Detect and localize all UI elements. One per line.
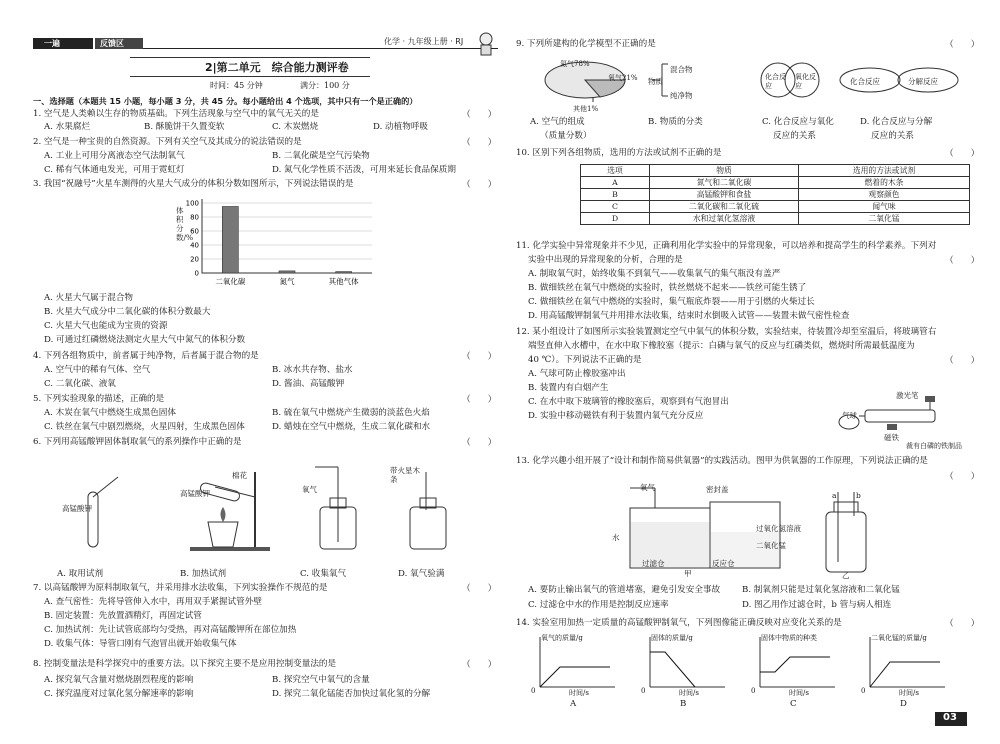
- table-cell: 观察颜色: [799, 189, 970, 201]
- q9-option-d-note: 反应的关系: [871, 131, 914, 141]
- x-tick-label: 氮气: [279, 277, 295, 286]
- q12-label-laser: 激光笔: [896, 391, 919, 400]
- y-tick-label: 40: [190, 241, 199, 250]
- q5-option-c[interactable]: C. 铁丝在氧气中剧烈燃烧，火星四射，生成黑色固体: [44, 422, 245, 432]
- q2-answer-blank[interactable]: （ ）: [462, 138, 497, 148]
- q6-option-c[interactable]: C. 收集氧气: [300, 569, 347, 579]
- table-row: [581, 201, 970, 213]
- q13-label-a: a: [832, 491, 837, 500]
- q8-stem: 8. 控制变量法是科学探究中的重要方法。以下探究主要不是应用控制变量法的是: [33, 659, 337, 669]
- page-number: 03: [943, 712, 957, 723]
- table-cell: 氮气和二氧化碳: [650, 177, 799, 189]
- q14-option-d[interactable]: D: [900, 699, 907, 709]
- q12-option-a[interactable]: A. 气球可防止橡胶塞冲出: [528, 369, 626, 379]
- y-tick-label: 100: [185, 199, 199, 208]
- q8-option-c[interactable]: C. 探究温度对过氧化氢分解速率的影响: [44, 689, 194, 699]
- q12-label-phosphorus: 裁有白磷的铁制品: [906, 442, 962, 450]
- q4-answer-blank[interactable]: （ ）: [462, 352, 497, 362]
- q14-graph-c-origin: 0: [751, 687, 756, 695]
- q9-pie-other: 其他1%: [573, 105, 599, 113]
- table-cell: C: [581, 201, 650, 213]
- q13-label-h2o2: 过氧化氢溶液: [756, 524, 801, 533]
- q4-option-d[interactable]: D. 酱油、高锰酸钾: [272, 379, 345, 389]
- x-tick-label: 其他气体: [328, 277, 359, 286]
- page-title: 2|第二单元 综合能力测评卷: [205, 61, 349, 74]
- q9-model-substance: 物质: [648, 77, 663, 86]
- q13-label-yi: 乙: [842, 571, 850, 580]
- mascot-icon: [474, 30, 498, 58]
- table-header-option: 选项: [581, 165, 650, 177]
- y-tick-label: 20: [190, 255, 199, 264]
- q7-option-c[interactable]: C. 加热试剂：先让试管底部均匀受热，再对高锰酸钾所在部位加热: [44, 625, 297, 635]
- table-cell: 闻气味: [799, 201, 970, 213]
- graph-c: [760, 637, 835, 687]
- q9-pie-o2: 氧气21%: [608, 74, 638, 82]
- graph-a-curve: [540, 667, 610, 687]
- q2-option-a[interactable]: A. 工业上可用分离液态空气法制氧气: [44, 151, 185, 161]
- q14-graph-a-ylabel: 氧气的质量/g: [541, 634, 583, 642]
- table-header-substance: 物质: [650, 165, 799, 177]
- q3-option-c[interactable]: C. 火星大气也能成为宝贵的资源: [44, 321, 168, 331]
- q14-graph-c-ylabel: 固体中物质的种类: [761, 634, 817, 642]
- q11-option-a[interactable]: A. 制取氧气时，始终收集不到氧气——收集氧气的集气瓶没有盖严: [528, 269, 781, 279]
- q9-pie-n2: 氮气78%: [560, 60, 590, 68]
- table-cell: 二氧化锰: [799, 213, 970, 225]
- table-row: [581, 177, 970, 189]
- q12-stem-line3: 40 ℃）。下列说法不正确的是: [528, 355, 642, 365]
- q7-option-d[interactable]: D. 收集气体：导管口刚有气泡冒出就开始收集气体: [44, 639, 237, 649]
- q13-option-a[interactable]: A. 要防止输出氧气的管道堵塞，避免引发安全事故: [528, 585, 721, 595]
- q13-label-jia: 甲: [684, 569, 692, 578]
- q2-stem: 2. 空气是一种宝贵的自然资源。下列有关空气及其成分的说法错误的是: [33, 137, 302, 147]
- q14-graph-a-xlabel: 时间/s: [569, 689, 589, 697]
- q11-stem-line2: 实验中出现的异常现象的分析，合理的是: [528, 255, 683, 265]
- q8-option-a[interactable]: A. 探究氧气含量对燃烧剧烈程度的影响: [44, 675, 194, 685]
- q3-option-d[interactable]: D. 可通过红磷燃烧法测定火星大气中氮气的体积分数: [44, 335, 246, 345]
- q6-label-cotton: 棉花: [232, 471, 247, 480]
- q9-model-oxidation: 氧化反应: [795, 73, 816, 90]
- q4-stem: 4. 下列各组物质中，前者属于纯净物，后者属于混合物的是: [33, 351, 259, 361]
- q5-option-d[interactable]: D. 蜡烛在空气中燃烧，生成二氧化碳和水: [272, 422, 431, 432]
- q1-answer-blank[interactable]: （ ）: [462, 110, 497, 120]
- x-tick-label: 二氧化碳: [215, 277, 246, 286]
- q13-option-d[interactable]: D. 图乙用作过滤仓时，b 管与病人相连: [742, 600, 892, 610]
- q8-option-b[interactable]: B. 探究空气中氧气的含量: [272, 675, 370, 685]
- q1-option-c[interactable]: C. 木炭燃烧: [272, 122, 319, 132]
- q5-option-b[interactable]: B. 硫在氧气中燃烧产生微弱的淡蓝色火焰: [272, 408, 430, 418]
- q14-stem: 14. 实验室用加热一定质量的高锰酸钾制氧气，下列图像能正确反映对应变化关系的是: [516, 618, 842, 628]
- laser-pen-icon: [925, 396, 935, 402]
- table-cell: B: [581, 189, 650, 201]
- q12-option-c[interactable]: C. 在水中取下玻璃管的橡胶塞后，观察到有气泡冒出: [528, 397, 729, 407]
- q1-stem: 1. 空气是人类赖以生存的物质基础。下列生活现象与空气中的氧气无关的是: [33, 109, 319, 119]
- q14-option-a[interactable]: A: [570, 699, 577, 709]
- graph-d-curve: [870, 662, 940, 687]
- q4-option-c[interactable]: C. 二氧化碳、液氧: [44, 379, 116, 389]
- q12-stem-line1: 12. 某小组设计了如图所示实验装置测定空气中氧气的体积分数，实验结束，待装置冷却至室温后，将玻璃管右: [516, 327, 937, 337]
- q11-answer-blank[interactable]: （ ）: [945, 256, 980, 266]
- q3-stem: 3. 我国“祝融号”火星车测得的火星大气成分的体积分数如图所示，下列说法错误的是: [33, 179, 354, 189]
- q6-option-d[interactable]: D. 氧气验满: [398, 569, 445, 579]
- q14-graph-d-origin: 0: [861, 687, 866, 695]
- table-cell: 水和过氧化氢溶液: [650, 213, 799, 225]
- q9-answer-blank[interactable]: （ ）: [945, 40, 980, 50]
- brand-label: 一遍: [44, 39, 60, 48]
- heating-setup-icon: [190, 472, 270, 551]
- q14-option-c[interactable]: C: [790, 699, 797, 709]
- q14-answer-blank[interactable]: （ ）: [945, 619, 980, 629]
- q14-graph-d-xlabel: 时间/s: [899, 689, 919, 697]
- q9-model-combination2: 化合反应: [850, 77, 880, 86]
- q9-model-decomposition: 分解反应: [908, 77, 938, 86]
- q7-option-b[interactable]: B. 固定装置：先放置酒精灯，再固定试管: [44, 611, 202, 621]
- q5-answer-blank[interactable]: （ ）: [462, 395, 497, 405]
- q7-option-a[interactable]: A. 查气密性：先将导管伸入水中，再用双手紧握试管外壁: [44, 597, 262, 607]
- section-label: 反馈区: [100, 39, 124, 48]
- course-label: 化学 · 九年级上册 · RJ: [384, 37, 464, 46]
- q1-option-b[interactable]: B. 酥脆饼干久置变软: [144, 122, 225, 132]
- q13-option-b[interactable]: B. 制氧剂只能是过氧化氢溶液和二氧化锰: [742, 585, 900, 595]
- q6-stem: 6. 下列用高锰酸钾固体制取氧气的系列操作中正确的是: [33, 437, 242, 447]
- q5-option-a[interactable]: A. 木炭在氧气中燃烧生成黑色固体: [44, 408, 176, 418]
- table-cell: 高锰酸钾和食盐: [650, 189, 799, 201]
- q14-graph-d-ylabel: 二氧化锰的质量/g: [871, 634, 927, 642]
- q12-option-b[interactable]: B. 装置内有白烟产生: [528, 383, 609, 393]
- q14-graph-b-xlabel: 时间/s: [679, 689, 699, 697]
- q10-stem: 10. 区别下列各组物质，选用的方法或试剂不正确的是: [516, 148, 722, 158]
- q8-answer-blank[interactable]: （ ）: [462, 660, 497, 670]
- q9-stem: 9. 下列所建构的化学模型不正确的是: [516, 39, 656, 49]
- q14-graph-c-xlabel: 时间/s: [789, 689, 809, 697]
- q9-model-combination: 化合反应: [765, 73, 786, 90]
- graph-b-curve: [650, 652, 695, 687]
- y-tick-label: 80: [190, 213, 199, 222]
- score-label: 满分：100 分: [300, 81, 350, 90]
- y-tick-label: 0: [194, 269, 199, 278]
- q14-graph-a-origin: 0: [531, 687, 536, 695]
- section-heading: 一、选择题（本题共 15 小题，每小题 3 分，共 45 分。每小题给出 4 个选项，其中只有一个是正确的）: [33, 96, 418, 106]
- q12-label-magnet: 磁铁: [884, 433, 899, 442]
- q9-option-c[interactable]: C. 化合反应与氧化: [762, 117, 834, 127]
- q12-stem-line2: 端竖直伸入水槽中，在水中取下橡胶塞（提示：白磷与氧气的反应与红磷类似，燃烧时所需最低温度为: [528, 341, 915, 351]
- q9-option-b[interactable]: B. 物质的分类: [648, 117, 703, 127]
- header-rule: [143, 48, 498, 49]
- q4-option-a[interactable]: A. 空气中的稀有气体、空气: [44, 365, 151, 375]
- magnet-icon: [887, 424, 897, 430]
- q6-answer-blank[interactable]: （ ）: [462, 438, 497, 448]
- bar-3: [336, 272, 352, 273]
- q1-option-a[interactable]: A. 水果腐烂: [44, 122, 91, 132]
- gas-bottle-icon: [315, 467, 356, 549]
- q6-label-splint: 带火星木条: [390, 466, 420, 484]
- q11-option-d[interactable]: D. 用高锰酸钾制氧气并用排水法收集，结束时水倒吸入试管——装置未做气密性检查: [528, 311, 850, 321]
- q7-answer-blank[interactable]: （ ）: [462, 584, 497, 594]
- table-cell: A: [581, 177, 650, 189]
- test-tube-icon: [88, 477, 118, 547]
- q12-label-balloon: 气球: [842, 411, 857, 420]
- q6-label-o2: 氧气: [302, 485, 317, 494]
- q2-option-c[interactable]: C. 稀有气体通电发光，可用于霓虹灯: [44, 165, 185, 175]
- q11-option-c[interactable]: C. 做细铁丝在氧气中燃烧的实验时，集气瓶底炸裂——用于引燃的火柴过长: [528, 297, 815, 307]
- q13-label-b: b: [856, 491, 861, 500]
- q4-option-b[interactable]: B. 冰水共存物、盐水: [272, 365, 353, 375]
- q3-ylabel: 体积分数/%: [176, 206, 194, 242]
- q13-label-o2: 氧气: [640, 483, 655, 492]
- q6-label-kmno4b: 高锰酸钾: [180, 489, 210, 498]
- q13-label-water: 水: [612, 533, 620, 542]
- brand-tab: [33, 38, 93, 49]
- q14-graph-b-origin: 0: [641, 687, 646, 695]
- q13-label-mno2: 二氧化锰: [756, 541, 786, 550]
- graph-b: [650, 637, 725, 687]
- glass-tube-icon: [865, 410, 935, 422]
- q12-answer-blank[interactable]: （ ）: [945, 356, 980, 366]
- table-header-row: [581, 165, 970, 177]
- q9-option-a-note: （质量分数）: [540, 131, 592, 141]
- time-label: 时间：45 分钟: [210, 81, 263, 90]
- table-row: [581, 189, 970, 201]
- q9-model-pure: 纯净物: [670, 91, 693, 100]
- q13-option-c[interactable]: C. 过滤仓中水的作用是控制反应速率: [528, 600, 669, 610]
- bar-1: [222, 207, 238, 274]
- q1-option-d[interactable]: D. 动植物呼吸: [373, 122, 429, 132]
- y-tick-label: 60: [190, 227, 199, 236]
- q6-label-kmno4: 高锰酸钾: [62, 504, 92, 513]
- q13-answer-blank[interactable]: （ ）: [945, 472, 980, 482]
- graph-c-curve: [760, 657, 830, 672]
- q11-stem-line1: 11. 化学实验中异常现象并不少见，正确利用化学实验中的异常现象，可以培养和提高学生的科学素养。下列对: [516, 241, 937, 251]
- q8-option-d[interactable]: D. 探究二氧化锰能否加快过氧化氢的分解: [272, 689, 431, 699]
- q5-stem: 5. 下列实验现象的描述，正确的是: [33, 394, 165, 404]
- table-header-method: 选用的方法或试剂: [799, 165, 970, 177]
- q13-label-filter: 过滤仓: [642, 559, 665, 568]
- q10-answer-blank[interactable]: （ ）: [945, 149, 980, 159]
- q12-option-d[interactable]: D. 实验中移动磁铁有利于装置内氧气充分反应: [528, 411, 704, 421]
- q14-graph-b-ylabel: 固体的质量/g: [651, 634, 693, 642]
- bar-2: [279, 271, 295, 273]
- q2-option-d[interactable]: D. 氮气化学性质不活泼，可用来延长食品保质期: [272, 165, 456, 175]
- table-cell: D: [581, 213, 650, 225]
- table-cell: 燃着的木条: [799, 177, 970, 189]
- table-cell: 二氧化碳和二氧化硫: [650, 201, 799, 213]
- q3-option-a[interactable]: A. 火星大气属于混合物: [44, 293, 134, 303]
- q9-option-a[interactable]: A. 空气的组成: [530, 117, 585, 127]
- mars-atmosphere-chart: [160, 195, 390, 295]
- q13-label-lid: 密封盖: [706, 485, 729, 494]
- q11-option-b[interactable]: B. 做细铁丝在氧气中燃烧的实验时，铁丝燃烧不起来——铁丝可能生锈了: [528, 283, 807, 293]
- q6-option-b[interactable]: B. 加热试剂: [180, 569, 227, 579]
- q7-stem: 7. 以高锰酸钾为原料制取氧气，并采用排水法收集，下列实验操作不规范的是: [33, 583, 328, 593]
- q3-option-b[interactable]: B. 火星大气成分中二氧化碳的体积分数最大: [44, 307, 211, 317]
- q13-stem: 13. 化学兴趣小组开展了“设计和制作简易供氧器”的实践活动。图甲为供氧器的工作原理，下列说法正确的是: [516, 456, 928, 466]
- graph-d: [870, 637, 945, 687]
- q9-option-c-note: 反应的关系: [773, 131, 816, 141]
- q10-table: [580, 164, 970, 225]
- q2-option-b[interactable]: B. 二氧化碳是空气污染物: [272, 151, 370, 161]
- q9-model-mixture: 混合物: [670, 65, 693, 74]
- q6-option-a[interactable]: A. 取用试剂: [57, 569, 104, 579]
- q9-option-d[interactable]: D. 化合反应与分解: [860, 117, 933, 127]
- q13-label-reaction: 反应仓: [712, 559, 735, 568]
- q14-option-b[interactable]: B: [680, 699, 687, 709]
- wash-bottle-icon: [826, 512, 866, 572]
- table-row: [581, 213, 970, 225]
- graph-a: [540, 637, 615, 687]
- q3-answer-blank[interactable]: （ ）: [462, 180, 497, 190]
